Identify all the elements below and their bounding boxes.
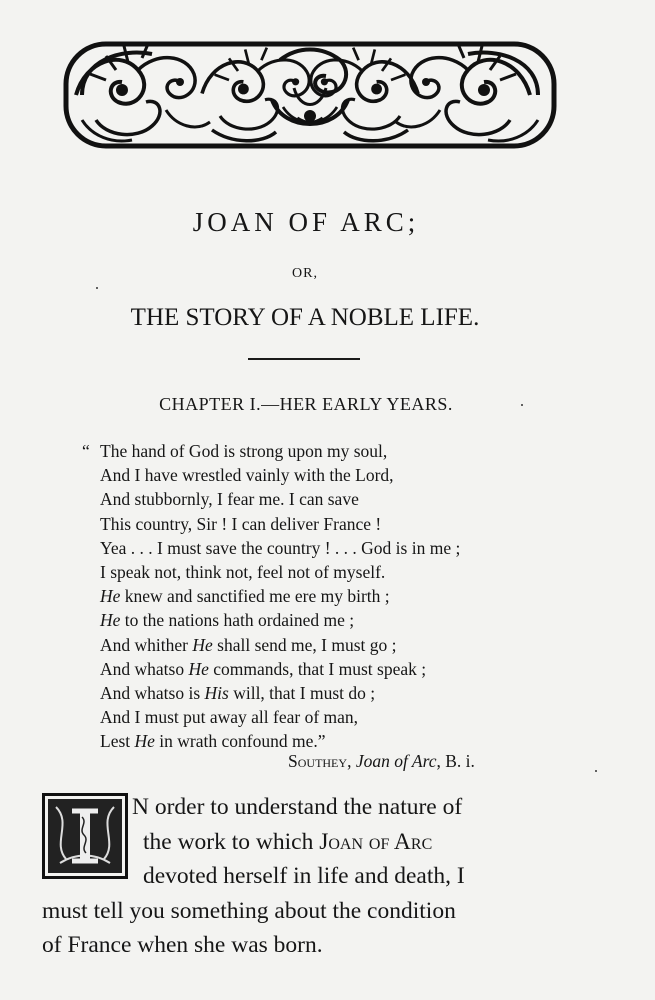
poem-emphasis: He <box>134 731 155 752</box>
poem-line <box>82 729 602 753</box>
poem-line <box>82 560 602 584</box>
poem-text: And whatso <box>100 658 189 679</box>
poem-emphasis: He <box>100 586 121 607</box>
poem-emphasis: His <box>204 683 229 704</box>
poem-text: The hand of God is strong upon my soul, <box>100 441 388 461</box>
paragraph-line-2-text: the work to which <box>143 828 314 855</box>
ornamental-headpiece <box>62 40 558 150</box>
poem-line <box>82 608 602 632</box>
poem-lines <box>82 439 602 754</box>
divider-rule <box>248 358 360 360</box>
poem-line <box>82 439 602 463</box>
citation-author: Southey <box>288 751 348 771</box>
print-speck <box>96 287 98 289</box>
poem-text: And stubbornly, I fear me. I can save <box>100 489 359 510</box>
poem-text: shall send me, I must go ; <box>212 634 397 655</box>
poem-line <box>82 536 602 560</box>
paragraph-line-5: of France when she was born. <box>42 932 323 958</box>
poem-emphasis: He <box>192 634 213 655</box>
print-speck <box>521 404 523 406</box>
book-subtitle: THE STORY OF A NOBLE LIFE. <box>130 304 480 331</box>
poem-emphasis: He <box>188 658 209 679</box>
poem-emphasis: He <box>100 610 121 631</box>
book-title: JOAN OF ARC; <box>192 207 420 237</box>
poem-line <box>82 681 602 705</box>
paragraph-line-4: must tell you something about the condition <box>42 897 456 924</box>
poem-open-quote: “ <box>82 441 90 461</box>
poem-line <box>82 463 602 487</box>
epigraph-poem <box>82 439 602 754</box>
poem-text: And I have wrestled vainly with the Lord, <box>100 465 394 486</box>
poem-text: knew and sanctified me ere my birth ; <box>120 586 390 607</box>
citation-book: , B. i. <box>436 751 475 771</box>
poem-text: And whatso is <box>100 683 205 704</box>
heroine-name: Joan of Arc <box>319 828 433 855</box>
paragraph-line-1: N order to understand the nature of <box>132 794 463 820</box>
poem-line <box>82 584 602 608</box>
print-speck <box>595 770 597 772</box>
poem-text: I speak not, think not, feel not of myself. <box>100 562 386 583</box>
poem-line <box>82 657 602 681</box>
poem-text: to the nations hath ordained me ; <box>120 610 355 631</box>
poem-text: Lest <box>100 731 135 752</box>
poem-line <box>82 705 602 729</box>
poem-line <box>82 512 602 536</box>
poem-text: Yea . . . I must save the country ! . . . God is in me ; <box>100 537 461 558</box>
opening-paragraph <box>42 790 577 963</box>
poem-text: This country, Sir ! I can deliver France ! <box>100 513 382 534</box>
poem-line <box>82 633 602 657</box>
poem-text: And whither <box>100 634 193 655</box>
paragraph-line-2 <box>42 825 577 860</box>
poem-text: And I must put away all fear of man, <box>100 707 359 728</box>
epigraph-citation <box>288 751 475 772</box>
paragraph-line-3: devoted herself in life and death, I <box>143 863 465 889</box>
poem-text: commands, that I must speak ; <box>208 658 427 679</box>
title-conjunction: OR, <box>292 266 318 281</box>
poem-text: in wrath confound me.” <box>154 731 326 752</box>
citation-work: Joan of Arc <box>355 751 437 771</box>
poem-text: will, that I must do ; <box>228 683 376 704</box>
poem-line <box>82 487 602 511</box>
chapter-heading: CHAPTER I.—HER EARLY YEARS. <box>159 394 453 414</box>
citation-separator: , <box>347 751 356 771</box>
